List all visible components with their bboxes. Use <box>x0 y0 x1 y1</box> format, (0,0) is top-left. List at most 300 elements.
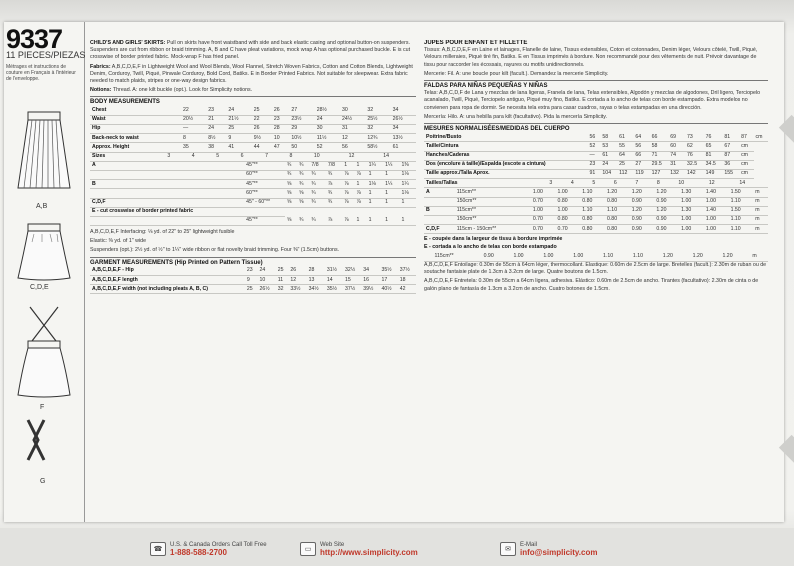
table-cell: ⅝ <box>285 198 297 207</box>
table-cell: ⅝ <box>297 198 309 207</box>
table-row <box>424 225 768 234</box>
table-cell: ⅝ <box>285 180 297 189</box>
table-cell: 65 <box>704 142 723 151</box>
table-row <box>424 253 768 262</box>
table-cell: 1.00 <box>679 215 704 224</box>
table-cell: 37½ <box>398 267 416 276</box>
table-cell: 1.40 <box>704 206 729 215</box>
table-cell: ⅞ <box>342 216 354 225</box>
pattern-number: 9337 <box>6 24 63 54</box>
table-cell: 0.80 <box>605 225 630 234</box>
row-label <box>90 170 244 179</box>
email-link[interactable]: info@simplicity.com <box>520 547 598 557</box>
table-cell: 23½ <box>289 115 314 124</box>
table-cell: 10½ <box>289 134 314 143</box>
table-cell: 1.40 <box>704 188 729 197</box>
table-cell: 14 <box>737 179 768 188</box>
table-cell: 26½ <box>391 115 416 124</box>
email-icon: ✉ <box>500 542 516 556</box>
table-cell: 23 <box>206 107 226 116</box>
table-cell: 45"** <box>244 216 285 225</box>
sizes-row <box>90 153 416 162</box>
metric-header: MESURES NORMALISÉES/MEDIDAS DEL CUERPO <box>424 126 570 133</box>
table-row <box>90 276 416 285</box>
table-row <box>90 198 416 207</box>
table-cell: 1 <box>383 170 399 179</box>
table-cell: 10 <box>676 179 707 188</box>
table-row <box>90 115 416 124</box>
table-cell: 1.00 <box>704 225 729 234</box>
table-cell: 58 <box>600 133 617 142</box>
table-cell: 119 <box>633 169 649 178</box>
table-cell: cm <box>739 151 753 160</box>
table-cell: 50 <box>289 143 314 152</box>
table-cell: 10 <box>258 276 276 285</box>
table-cell: 32 <box>365 125 390 134</box>
row-label: C,D,F <box>90 198 244 207</box>
spanish-merceria: Mercería: Hilo. A: una hebilla para kilt (facultativo). Pida la mercería Simplicity. <box>424 113 608 120</box>
table-cell: 0.90 <box>654 225 679 234</box>
table-cell: 4 <box>569 179 591 188</box>
table-cell: 60"** <box>244 189 285 198</box>
description-text: Pull on skirts have front waistband with side and back elastic casing and optional button-on suspenders. Suspenders are cut from ribbon or braid trimming. A, B and C have pleat variations, mock wrap A has optional purchased buckle. E is cut crosswise of border printed fabric. Mock-wrap F has fried panel. <box>90 40 411 61</box>
row-label: Hip <box>90 125 181 134</box>
table-cell: 0.80 <box>580 215 605 224</box>
table-cell: 1⅜ <box>400 162 416 171</box>
table-cell: 67 <box>722 142 739 151</box>
table-cell: 42 <box>398 285 416 294</box>
table-cell: ⅞ <box>342 170 354 179</box>
table-cell: 1 <box>354 162 366 171</box>
table-row <box>424 142 768 151</box>
table-cell: 33½ <box>288 285 306 294</box>
table-cell: 60"** <box>244 170 285 179</box>
table-cell: 1.00 <box>531 206 556 215</box>
table-cell: 5 <box>214 153 238 162</box>
table-cell: 53 <box>600 142 617 151</box>
table-cell: 1.00 <box>571 253 601 262</box>
table-cell: m <box>753 225 768 234</box>
table-cell: 21½ <box>226 115 251 124</box>
spanish-text: Telas: A,B,C,D,F de Lana y mezclas de lana ligeras, Franela de lana, Telas extensibles, Algodón y mezclas de algodones, Dril ligero, Terciopelo acanalado, Twill, Piqué, Terciopelo antiguo, Piqué muy fino, Batiks. E cortada a lo ancho de telas con borde estampado. Extra modelos no convienen para ropa de dormir. Se necesita tela extra para casar cuadros, rayas o telas estampadas en una dirección. <box>424 90 761 111</box>
table-cell: cm <box>739 169 753 178</box>
table-cell: 1.00 <box>511 253 541 262</box>
table-cell: 7/8 <box>309 162 325 171</box>
table-cell: 34 <box>391 125 416 134</box>
table-cell: ⅞ <box>354 170 366 179</box>
row-label: Approx. Height <box>90 143 181 152</box>
table-cell: 64 <box>617 151 633 160</box>
garment-measurements-table <box>90 267 416 295</box>
table-cell: ⅞ <box>354 189 366 198</box>
table-cell: 115cm - 150cm** <box>455 225 531 234</box>
table-cell: 22 <box>252 115 272 124</box>
table-cell: 32 <box>276 285 289 294</box>
table-cell: 26 <box>252 125 272 134</box>
table-cell: m <box>750 253 768 262</box>
table-cell: 1.10 <box>605 206 630 215</box>
table-cell: 9 <box>226 134 251 143</box>
table-cell: 10 <box>272 134 290 143</box>
table-cell: 39½ <box>361 285 379 294</box>
table-cell: 38 <box>206 143 226 152</box>
table-cell: ¾ <box>326 170 342 179</box>
table-cell: m <box>753 215 768 224</box>
table-cell: 31½ <box>325 267 343 276</box>
table-cell: 36 <box>722 160 739 169</box>
table-cell: ¾ <box>309 170 325 179</box>
table-cell: 1.00 <box>679 197 704 206</box>
table-cell: 55 <box>617 142 633 151</box>
table-cell: 1.20 <box>661 253 691 262</box>
metric-note-fr: A,B,C,D,E,F Entoilage: 0.30m de 55cm à 64cm léger, thermocollant. Elastique: 0.60m de 2.5cm de large. Bretelles (facult.): 2.30m de ruban ou de soutache fantaisie plate de 1.3cm à 3.2cm de large. Quatre boutons de 1.5cm. <box>424 261 767 276</box>
table-cell: 37½ <box>343 285 361 294</box>
table-cell: 11 <box>276 276 289 285</box>
skirt-ab-drawing <box>14 110 74 202</box>
table-cell: 150cm** <box>455 197 531 206</box>
row-label <box>90 189 244 198</box>
table-cell: 0.90 <box>630 225 655 234</box>
table-cell: 115cm** <box>432 253 481 262</box>
table-cell: 115cm** <box>455 206 531 215</box>
table-cell: 25½ <box>365 115 390 124</box>
table-cell: ¾ <box>309 198 325 207</box>
table-cell: 1⅛ <box>400 170 416 179</box>
metric-sizes-row <box>424 179 768 188</box>
table-cell: 56 <box>340 143 365 152</box>
phone-icon: ☎ <box>150 542 166 556</box>
email-box <box>500 540 597 558</box>
interfacing-text: A,B,C,D,E,F Interfacing: ⅛ yd. of 22" to 25" lightweight fusible <box>90 229 235 236</box>
table-row <box>90 153 416 162</box>
table-cell: 1.20 <box>691 253 721 262</box>
table-cell: 0.90 <box>482 253 512 262</box>
spanish-title: FALDAS PARA NIÑAS PEQUEÑAS Y NIÑAS <box>424 83 548 90</box>
table-cell: 1.00 <box>556 206 581 215</box>
table-cell: 23 <box>588 160 601 169</box>
table-cell: 58½ <box>365 143 390 152</box>
email-label: E-Mail <box>520 541 538 548</box>
table-cell: 0.90 <box>654 215 679 224</box>
table-cell: 11½ <box>315 134 340 143</box>
table-cell: m <box>753 188 768 197</box>
row-label <box>424 253 432 262</box>
table-cell: 41 <box>226 143 251 152</box>
fabrics-text: A,B,C,D,E,F in Lightweight Wool and Wool Blends, Wool Flannel, Stretch Woven Fabrics, Cotton and Cotton Blends, Lightweight Denim, Corduroy, Twill, Piqué, Pinwale Corduroy, Bold Cord, Batiks. E in Border Printed Fabrics. Not suitable for sleepwear. Extra fabric needed to match plaids, stripes or one-way design fabrics. <box>90 63 413 85</box>
elastic-text: Elastic: ⅜ yd. of 1" wide <box>90 238 147 245</box>
table-cell: 26 <box>288 267 306 276</box>
table-cell: ¾ <box>285 162 297 171</box>
table-cell: 1 <box>367 189 383 198</box>
table-cell: 1.20 <box>605 188 630 197</box>
table-cell: 87 <box>739 133 753 142</box>
table-cell: 4 <box>190 153 214 162</box>
table-cell: ¾ <box>309 180 325 189</box>
table-cell: 32½ <box>343 267 361 276</box>
table-cell: 1.20 <box>720 253 750 262</box>
row-label: A,B,C,D,E,F length <box>90 276 245 285</box>
table-cell: 6 <box>239 153 263 162</box>
table-cell: 1.10 <box>580 188 605 197</box>
table-cell: 3 <box>547 179 569 188</box>
table-row <box>90 134 416 143</box>
table-cell: 1 <box>383 216 399 225</box>
table-cell: ⅞ <box>354 198 366 207</box>
table-cell: 0.80 <box>556 197 581 206</box>
table-cell: 1.20 <box>630 188 655 197</box>
table-cell: 0.70 <box>531 215 556 224</box>
row-label: Back-neck to waist <box>90 134 181 143</box>
suspenders-g-drawing <box>22 418 62 464</box>
table-cell: 20½ <box>181 115 206 124</box>
table-cell: 1¼ <box>400 180 416 189</box>
table-cell: 81 <box>722 133 739 142</box>
table-cell: 104 <box>600 169 617 178</box>
table-cell: 44 <box>252 143 272 152</box>
table-cell: 64 <box>633 133 649 142</box>
row-label: A <box>424 188 455 197</box>
table-cell: 1.30 <box>679 206 704 215</box>
table-cell: 1 <box>342 162 354 171</box>
english-column <box>90 40 416 522</box>
table-cell: 45"** <box>244 180 285 189</box>
table-cell: 34 <box>361 267 379 276</box>
table-cell: 31 <box>340 125 365 134</box>
table-cell: 26½ <box>258 285 276 294</box>
website-label: Web Site <box>320 541 345 548</box>
table-cell: 24 <box>315 115 340 124</box>
table-cell <box>244 207 285 216</box>
table-cell: 1¼ <box>383 162 399 171</box>
table-cell: 1.50 <box>729 206 754 215</box>
table-cell: 7 <box>633 179 655 188</box>
table-cell: ¾ <box>297 216 309 225</box>
table-cell: ⅞ <box>342 189 354 198</box>
table-cell: ⅞ <box>342 180 354 189</box>
table-cell: ¾ <box>326 189 342 198</box>
fabrics-label: Fabrics: <box>90 63 111 70</box>
table-row <box>90 216 416 225</box>
table-cell: 74 <box>668 151 685 160</box>
table-cell: 0.70 <box>556 225 581 234</box>
table-cell: 34.5 <box>704 160 723 169</box>
table-cell: ¾ <box>285 170 297 179</box>
table-cell: 25 <box>252 107 272 116</box>
table-cell: 0.80 <box>580 197 605 206</box>
table-row <box>90 125 416 134</box>
metric-note-es: A,B,C,D,E,F Entretela: 0.30m de 55cm a 64cm ligera, adhesiva. Elástico: 0.60m de 2.5cm de ancho. Tirantes (facultativo): 2.30m de cinta o de galón plano de fantasía de 1.3cm a 3.2cm de ancho. Cuatro botones de 1.5cm. <box>424 278 759 292</box>
table-cell: 16 <box>361 276 379 285</box>
table-cell: 1.10 <box>729 225 754 234</box>
table-cell: 66 <box>650 133 669 142</box>
table-cell: 0.80 <box>605 197 630 206</box>
table-cell: 112 <box>617 169 633 178</box>
table-cell: 61 <box>600 151 617 160</box>
table-cell: cm <box>754 133 769 142</box>
table-cell: ¾ <box>297 170 309 179</box>
table-cell: 1.50 <box>729 188 754 197</box>
table-cell: cm <box>739 142 753 151</box>
table-cell: 8½ <box>206 134 226 143</box>
phone-box <box>150 540 267 558</box>
row-label: Tailles/Tallas <box>424 179 535 188</box>
table-cell: 142 <box>685 169 704 178</box>
table-cell: 0.70 <box>531 225 556 234</box>
table-cell: 1.00 <box>531 188 556 197</box>
table-row <box>90 285 416 294</box>
suspenders-text: Suspenders (opt.): 2½ yd. of ½" to 1¼" wide ribbon or flat novelty braid trimming. Four ⅜" (1.5cm) buttons. <box>90 247 340 254</box>
row-label: Dos (encolure à taille)/Espalda (escote a cintura) <box>424 160 588 169</box>
table-cell: 27 <box>289 107 314 116</box>
table-cell: 66 <box>633 151 649 160</box>
table-cell: 1.10 <box>729 215 754 224</box>
row-label: A <box>90 162 244 171</box>
table-cell: 9 <box>245 276 258 285</box>
table-cell: 61 <box>617 133 633 142</box>
table-cell: ⅞ <box>342 198 354 207</box>
table-cell: ¾ <box>326 198 342 207</box>
table-cell: 14 <box>381 153 416 162</box>
table-cell: 31 <box>668 160 685 169</box>
french-mercerie: Mercerie: Fil. A: une boucle pour kilt (facult.). Demandez la mercerie Simplicity. <box>424 70 609 77</box>
table-cell: 12 <box>288 276 306 285</box>
website-link[interactable]: http://www.simplicity.com <box>320 547 418 557</box>
table-cell: — <box>181 125 206 134</box>
table-cell: ⅝ <box>285 189 297 198</box>
table-cell: 8 <box>655 179 677 188</box>
phone-number: 1-888-588-2700 <box>170 547 227 557</box>
table-cell: ¾ <box>297 180 309 189</box>
table-cell: m <box>753 206 768 215</box>
view-label: F <box>40 404 45 411</box>
row-label: B <box>424 206 455 215</box>
table-cell: ¾ <box>309 216 325 225</box>
table-cell: 24 <box>600 160 617 169</box>
yardage-table <box>90 162 416 226</box>
table-cell: 0.90 <box>654 197 679 206</box>
computer-icon: ▭ <box>300 542 316 556</box>
table-cell: 61 <box>391 143 416 152</box>
table-cell: ⅝ <box>285 216 297 225</box>
table-cell: 24 <box>258 267 276 276</box>
table-cell: 52 <box>315 143 340 152</box>
body-measurements-header: BODY MEASUREMENTS <box>90 99 160 106</box>
row-label: A,B,C,D,E,F - Hip <box>90 267 245 276</box>
table-cell: 52 <box>588 142 601 151</box>
table-cell: 91 <box>588 169 601 178</box>
table-cell: 35½ <box>325 285 343 294</box>
table-cell: ¾ <box>297 162 309 171</box>
table-cell: 132 <box>668 169 685 178</box>
table-cell: 1 <box>400 216 416 225</box>
table-cell: 5 <box>590 179 612 188</box>
pieces-count: 11 PIECES/PIEZAS <box>6 50 86 60</box>
row-label: E - cut crosswise of border printed fabric <box>90 207 244 216</box>
row-label: Taille/Cintura <box>424 142 588 151</box>
row-label: Waist <box>90 115 181 124</box>
row-label <box>90 216 244 225</box>
table-cell: 25 <box>617 160 633 169</box>
table-cell: 13½ <box>391 134 416 143</box>
table-row <box>424 160 768 169</box>
table-cell: 30 <box>340 107 365 116</box>
table-cell: 0.80 <box>580 225 605 234</box>
e-note-fr: E - coupée dans la largeur de tissu à bordure imprimée <box>424 236 563 243</box>
table-cell: 28 <box>307 267 325 276</box>
french-spanish-column <box>424 40 768 522</box>
notions-text: Thread. A: one kilt buckle (opt.). Look for Simplicity notions. <box>112 87 253 94</box>
skirt-cde-drawing <box>14 222 74 284</box>
garment-measurements-header: GARMENT MEASUREMENTS (Hip Printed on Pattern Tissue) <box>90 259 263 266</box>
table-cell: 69 <box>668 133 685 142</box>
table-cell: 1¼ <box>383 180 399 189</box>
table-cell: 12 <box>707 179 738 188</box>
row-label: Taille approx./Talla Aprox. <box>424 169 588 178</box>
table-row <box>424 188 768 197</box>
row-label: Poitrine/Busto <box>424 133 588 142</box>
table-cell: 71 <box>650 151 669 160</box>
french-text: Tissus: A,B,C,D,E,F en Laine et lainages, Flanelle de laine, Tissus extensibles, Coton et cotonnades, Denim léger, Velours côtelé, Twill, Piqué, Velours milleraies, Piqué tiré fin, Batiks. E en Tissus imprimés à bordure. Non recommandé pour des vêtements de nuit. Prévoir davantage de tissu pour raccorder les écossais, rayures ou motifs unidirectionnels. <box>424 47 758 68</box>
notions-label: Notions: <box>90 87 112 94</box>
table-cell: 14 <box>325 276 343 285</box>
french-instructions-note: Métrages et instructions de couture en Français à l'intérieur de l'enveloppe. <box>6 64 76 82</box>
row-label <box>424 197 455 206</box>
table-cell: 0.80 <box>556 215 581 224</box>
table-cell: 25 <box>276 267 289 276</box>
table-cell: 1.20 <box>654 206 679 215</box>
table-cell: 1.10 <box>580 206 605 215</box>
table-cell: 45"** <box>244 162 285 171</box>
table-cell: 1.00 <box>704 215 729 224</box>
table-cell: 25 <box>245 285 258 294</box>
table-cell: 0.90 <box>630 197 655 206</box>
table-cell: 56 <box>588 133 601 142</box>
table-cell: 15 <box>343 276 361 285</box>
table-cell: 17 <box>379 276 397 285</box>
table-cell: 8 <box>181 134 206 143</box>
table-cell: 7 <box>263 153 287 162</box>
table-cell: 24 <box>226 107 251 116</box>
french-title: JUPES POUR ENFANT ET FILLETTE <box>424 40 528 46</box>
view-label: C,D,E <box>30 284 49 291</box>
table-row <box>424 215 768 224</box>
table-cell: ⅞ <box>326 180 342 189</box>
table-row <box>424 133 768 142</box>
table-cell: 73 <box>685 133 704 142</box>
table-cell: 29 <box>289 125 314 134</box>
table-cell <box>535 179 547 188</box>
row-label <box>424 215 455 224</box>
skirt-f-drawing <box>14 305 74 401</box>
table-row <box>424 151 768 160</box>
table-cell: 32 <box>365 107 390 116</box>
table-cell: 28 <box>272 125 290 134</box>
e-note-es: E - cortada a lo ancho de telas con borde estampado <box>424 243 557 250</box>
table-cell: 1.30 <box>679 188 704 197</box>
table-cell: 62 <box>685 142 704 151</box>
table-cell: 1 <box>400 198 416 207</box>
table-cell: 56 <box>633 142 649 151</box>
table-cell: 1 <box>383 189 399 198</box>
table-cell: 155 <box>722 169 739 178</box>
table-cell: 34½ <box>307 285 325 294</box>
table-cell: 29.5 <box>650 160 669 169</box>
table-row <box>90 170 416 179</box>
table-cell: 21 <box>206 115 226 124</box>
table-cell: 23 <box>272 115 290 124</box>
table-cell: 24½ <box>340 115 365 124</box>
table-cell: 13 <box>307 276 325 285</box>
